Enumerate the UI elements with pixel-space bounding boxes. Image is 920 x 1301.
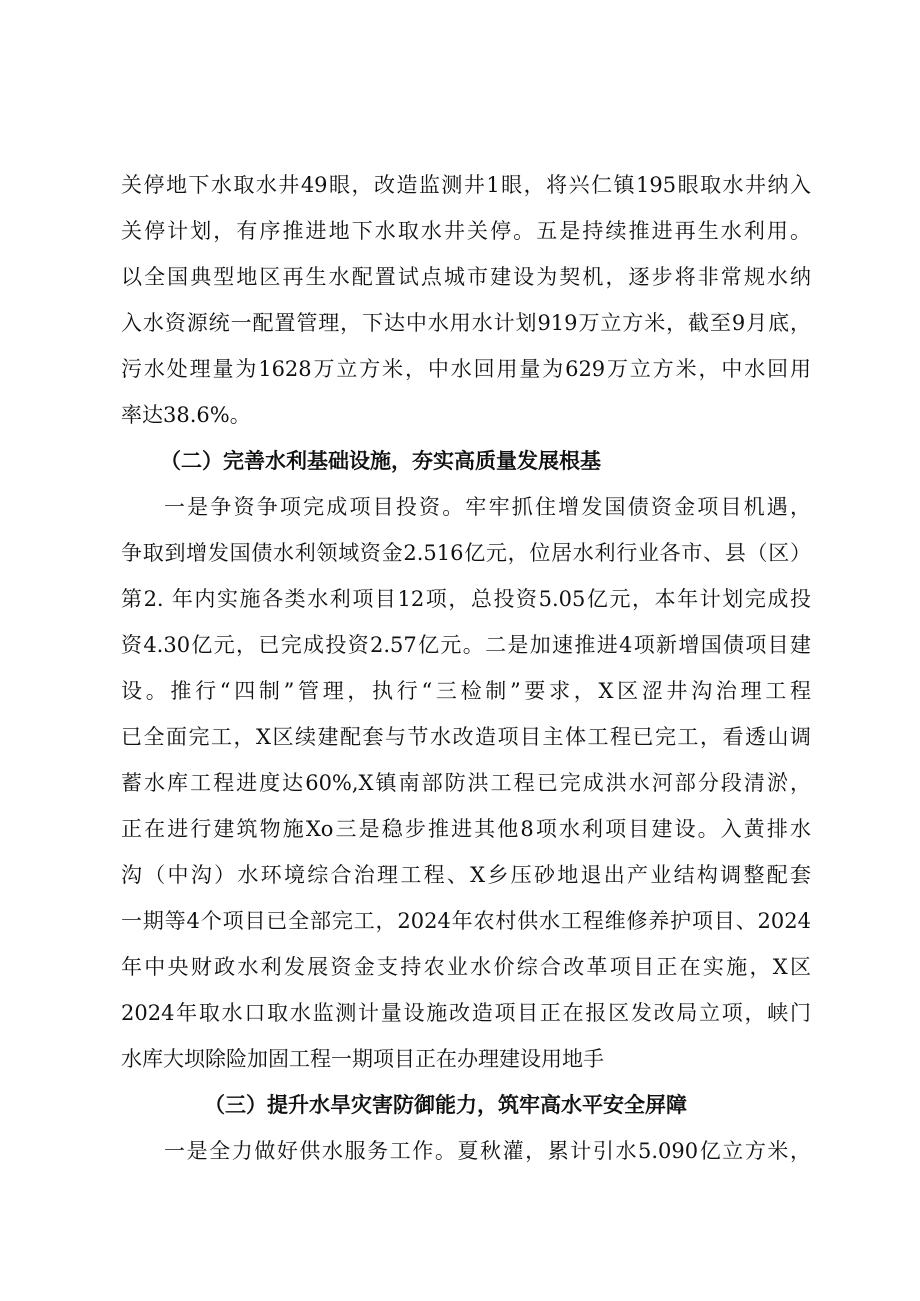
paragraph-line: 设。推行“四制”管理，执行“三检制”要求，X区涩井沟治理工程 [121, 679, 811, 703]
paragraph-line: 关停地下水取水井49眼，改造监测井1眼，将兴仁镇195眼取水井纳入 [121, 173, 811, 197]
paragraph-line: 2024年取水口取水监测计量设施改造项目正在报区发改局立项，峡门 [121, 1001, 811, 1025]
paragraph-line: 以全国典型地区再生水配置试点城市建设为契机，逐步将非常规水纳 [121, 265, 811, 289]
paragraph-line: 争取到增发国债水利领域资金2.516亿元，位居水利行业各市、县（区） [121, 541, 811, 565]
paragraph-line: 年中央财政水利发展资金支持农业水价综合改革项目正在实施，X区 [121, 955, 811, 979]
paragraph-line: 已全面完工，X区续建配套与节水改造项目主体工程已完工，看透山调 [121, 725, 811, 749]
paragraph-line: 资4.30亿元，已完成投资2.57亿元。二是加速推进4项新增国债项目建 [121, 633, 811, 657]
paragraph-line: 污水处理量为1628万立方米，中水回用量为629万立方米，中水回用 [121, 357, 811, 381]
section-heading: （三）提升水旱灾害防御能力，筑牢高水平安全屏障 [204, 1092, 687, 1117]
paragraph-line: 一是争资争项完成项目投资。牢牢抓住增发国债资金项目机遇， [164, 495, 811, 519]
paragraph-line: 一期等4个项目已全部完工，2024年农村供水工程维修养护项目、2024 [121, 909, 811, 933]
paragraph-line: 率达38.6%。 [121, 403, 251, 427]
paragraph-line: 正在进行建筑物施Xo三是稳步推进其他8项水利项目建设。入黄排水 [121, 817, 811, 841]
paragraph-line: 水库大坝除险加固工程一期项目正在办理建设用地手 [121, 1047, 604, 1071]
paragraph-line: 蓄水库工程进度达60%,X镇南部防洪工程已完成洪水河部分段清淤， [121, 771, 811, 795]
paragraph-line: 关停计划，有序推进地下水取水井关停。五是持续推进再生水利用。 [121, 219, 811, 243]
paragraph-line: 入水资源统一配置管理，下达中水用水计划919万立方米，截至9月底， [121, 311, 811, 335]
paragraph-line: 一是全力做好供水服务工作。夏秋灌，累计引水5.090亿立方米， [164, 1139, 811, 1163]
paragraph-line: 第2. 年内实施各类水利项目12项，总投资5.05亿元，本年计划完成投 [121, 587, 811, 611]
section-heading: （二）完善水利基础设施，夯实高质量发展根基 [160, 448, 601, 473]
paragraph-line: 沟（中沟）水环境综合治理工程、X乡压砂地退出产业结构调整配套 [121, 863, 811, 887]
